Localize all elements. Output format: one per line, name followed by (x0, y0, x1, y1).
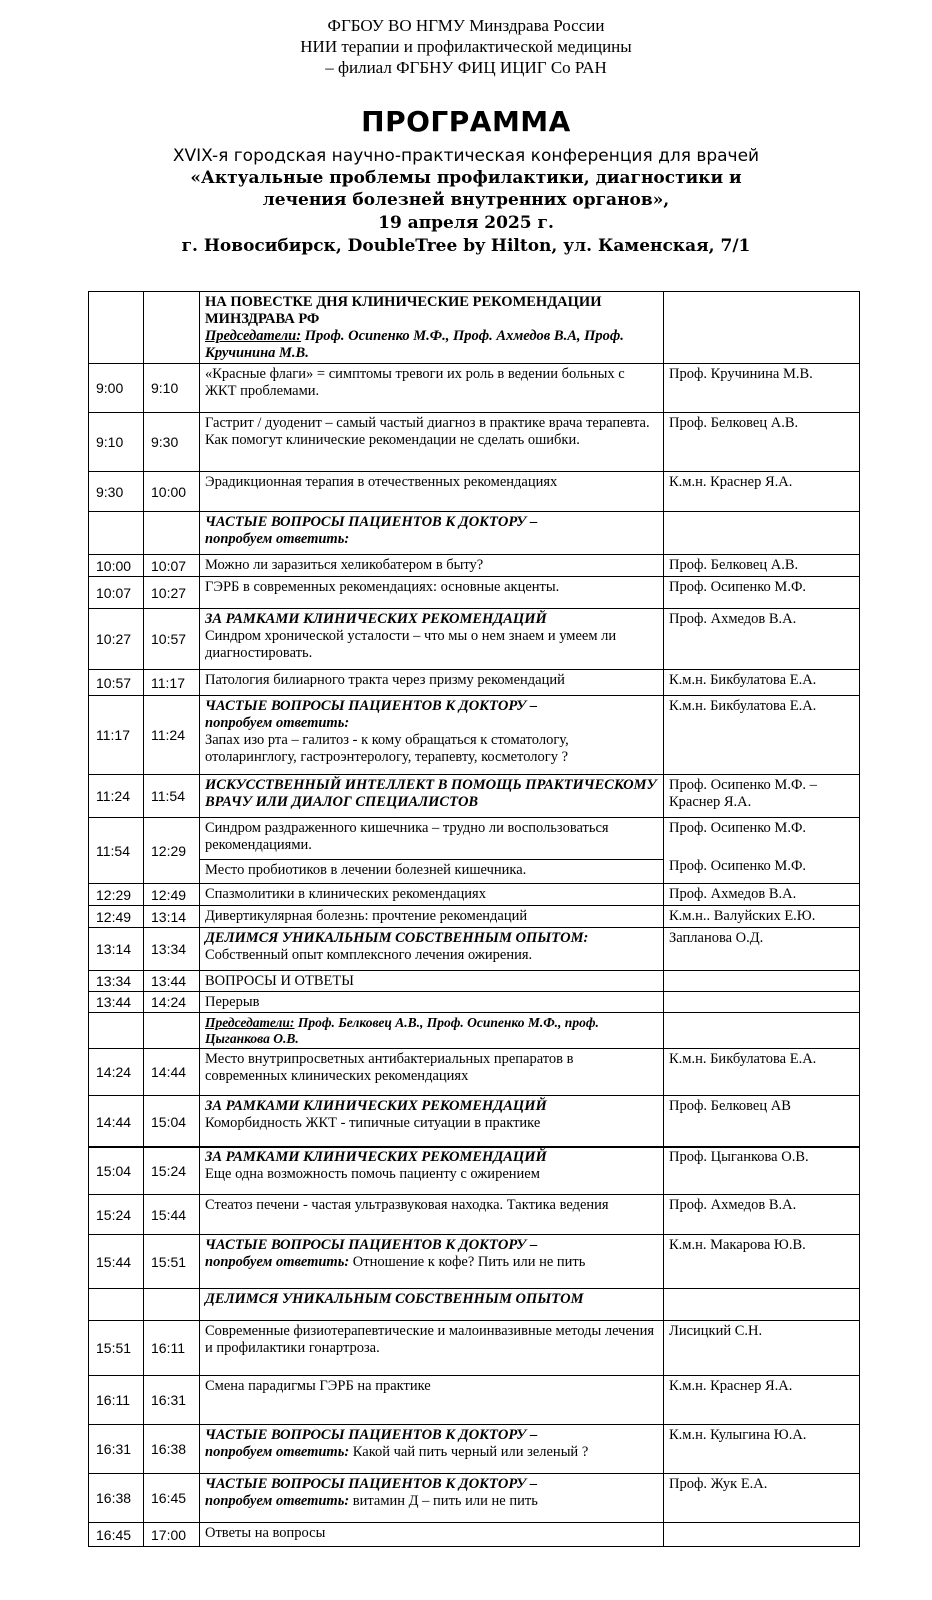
start-time: 16:38 (89, 1474, 144, 1523)
org-line-1: ФГБОУ ВО НГМУ Минздрава России (327, 16, 605, 35)
topic: ГЭРБ в современных рекомендациях: основные акценты. (200, 577, 664, 609)
conference-place: г. Новосибирск, DoubleTree by Hilton, ул. Каменская, 7/1 (181, 236, 751, 256)
section-header-cell (200, 292, 664, 364)
end-time: 16:45 (144, 1474, 200, 1523)
table-row (89, 609, 860, 670)
topic-heading: ЧАСТЫЕ ВОПРОСЫ ПАЦИЕНТОВ К ДОКТОРУ (205, 1427, 527, 1443)
speaker: К.м.н. Краснер Я.А. (664, 1376, 860, 1425)
table-row (89, 775, 860, 818)
speaker-cell (664, 971, 860, 992)
chairs-names: Проф. Осипенко М.Ф., Проф. Ахмедов В.А, Проф. Кручинина М.В. (205, 328, 624, 361)
start-time: 13:34 (89, 971, 144, 992)
table-row (89, 1195, 860, 1235)
end-time: 17:00 (144, 1523, 200, 1547)
topic-subheading: попробуем ответить: (205, 1493, 350, 1509)
end-time: 10:27 (144, 577, 200, 609)
topic-cell (200, 928, 664, 971)
table-row (89, 512, 860, 555)
speaker: Проф. Белковец АВ (664, 1096, 860, 1148)
topic: Эрадикционная терапия в отечественных рекомендациях (200, 472, 664, 512)
end-time: 9:30 (144, 413, 200, 472)
table-row (89, 1425, 860, 1474)
speaker: К.м.н. Кулыгина Ю.А. (664, 1425, 860, 1474)
topic: Патология билиарного тракта через призму рекомендаций (200, 670, 664, 696)
speaker: К.м.н. Бикбулатова Е.А. (664, 1049, 860, 1096)
topic-heading: ИСКУССТВЕННЫЙ ИНТЕЛЛЕКТ В ПОМОЩЬ ПРАКТИЧЕСКОМУ ВРАЧУ ИЛИ ДИАЛОГ СПЕЦИАЛИСТОВ (200, 775, 664, 818)
end-time: 15:44 (144, 1195, 200, 1235)
end-time: 10:57 (144, 609, 200, 670)
speaker: К.м.н. Макарова Ю.В. (664, 1235, 860, 1289)
end-time: 11:54 (144, 775, 200, 818)
topic-heading: ЧАСТЫЕ ВОПРОСЫ ПАЦИЕНТОВ К ДОКТОРУ – (205, 698, 538, 714)
table-row (89, 992, 860, 1013)
time-cell (89, 292, 144, 364)
chairs-names: Проф. Белковец А.В., Проф. Осипенко М.Ф., проф. Цыганкова О.В. (205, 1015, 599, 1046)
table-row (89, 364, 860, 413)
start-time: 10:00 (89, 555, 144, 577)
topic: Гастрит / дуоденит – самый частый диагноз в практике врача терапевта. Как помогут клинические рекомендации не сделать ошибки. (200, 413, 664, 472)
end-time: 11:17 (144, 670, 200, 696)
conference-theme-2: лечения болезней внутренних органов», (262, 190, 670, 210)
table-row (89, 1049, 860, 1096)
topic-subheading: попробуем ответить: (205, 715, 350, 731)
topic-heading: ЧАСТЫЕ ВОПРОСЫ ПАЦИЕНТОВ К ДОКТОРУ (205, 1237, 527, 1253)
topic: «Красные флаги» = симптомы тревоги их роль в ведении больных с ЖКТ проблемами. (200, 364, 664, 413)
start-time: 14:24 (89, 1049, 144, 1096)
faq-heading: ЧАСТЫЕ ВОПРОСЫ ПАЦИЕНТОВ К ДОКТОРУ (205, 514, 527, 530)
table-row (89, 577, 860, 609)
end-time: 16:31 (144, 1376, 200, 1425)
time-cell (89, 1289, 144, 1321)
start-time: 9:30 (89, 472, 144, 512)
chairs-label: Председатели: (205, 328, 302, 344)
start-time: 15:44 (89, 1235, 144, 1289)
speaker: Проф. Осипенко М.Ф. – Краснер Я.А. (664, 775, 860, 818)
chairs-cell (200, 1013, 664, 1049)
end-time: 11:24 (144, 696, 200, 775)
org-line-2: НИИ терапии и профилактической медицины (300, 37, 632, 56)
start-time: 11:24 (89, 775, 144, 818)
conference-theme-1: «Актуальные проблемы профилактики, диагностики и (190, 168, 742, 188)
speaker: Проф. Осипенко М.Ф. (669, 820, 807, 836)
speaker: Проф. Жук Е.А. (664, 1474, 860, 1523)
start-time: 11:54 (89, 818, 144, 884)
end-time: 9:10 (144, 364, 200, 413)
end-time: 15:04 (144, 1096, 200, 1148)
topic: витамин Д – пить или не пить (349, 1493, 538, 1509)
table-row (89, 696, 860, 775)
speaker: Запланова О.Д. (664, 928, 860, 971)
end-time: 12:29 (144, 818, 200, 884)
time-cell (144, 292, 200, 364)
speaker-cell (664, 1289, 860, 1321)
topic: Дивертикулярная болезнь: прочтение рекомендаций (200, 906, 664, 928)
table-row (89, 555, 860, 577)
start-time: 16:45 (89, 1523, 144, 1547)
table-row (89, 1013, 860, 1049)
page-title: ПРОГРАММА (361, 105, 571, 138)
topic: Можно ли заразиться хеликобатером в быту? (200, 555, 664, 577)
start-time: 14:44 (89, 1096, 144, 1148)
speaker: Лисицкий С.Н. (664, 1321, 860, 1376)
speaker: К.м.н. Бикбулатова Е.А. (664, 670, 860, 696)
start-time: 10:57 (89, 670, 144, 696)
speaker-cell (664, 1523, 860, 1547)
end-time: 14:44 (144, 1049, 200, 1096)
topic-cell (200, 1474, 664, 1523)
start-time: 12:49 (89, 906, 144, 928)
topic-cell (200, 1096, 664, 1148)
time-cell (144, 1013, 200, 1049)
conference-name: XVIX-я городская научно-практическая конференция для врачей (172, 146, 760, 166)
end-time: 16:11 (144, 1321, 200, 1376)
start-time: 13:44 (89, 992, 144, 1013)
table-row (89, 884, 860, 906)
topic-heading: ДЕЛИМСЯ УНИКАЛЬНЫМ СОБСТВЕННЫМ ОПЫТОМ: (205, 930, 589, 946)
table-row (89, 1147, 860, 1195)
topic-cell (200, 696, 664, 775)
topic: Место пробиотиков в лечении болезней кишечника. (200, 860, 664, 884)
topic: Перерыв (200, 992, 664, 1013)
topic: Смена парадигмы ГЭРБ на практике (200, 1376, 664, 1425)
program-table-2 (88, 1146, 860, 1547)
topic-subheading: попробуем ответить: (205, 1254, 350, 1270)
table-row (89, 906, 860, 928)
topic: Коморбидность ЖКТ - типичные ситуации в практике (205, 1115, 541, 1131)
table-row (89, 928, 860, 971)
end-time: 13:34 (144, 928, 200, 971)
table-row (89, 1523, 860, 1547)
time-cell (89, 1013, 144, 1049)
table-row (89, 1235, 860, 1289)
topic: Запах изо рта – галитоз - к кому обращаться к стоматологу, отоларинглогу, гастроэнтерологу, терапевту, косметологу ? (205, 732, 569, 765)
end-time: 12:49 (144, 884, 200, 906)
start-time: 16:11 (89, 1376, 144, 1425)
conference-date: 19 апреля 2025 г. (378, 213, 554, 233)
table-row (89, 1096, 860, 1148)
table-row (89, 971, 860, 992)
program-table-1 (88, 291, 860, 1148)
speaker: Проф. Белковец А.В. (664, 555, 860, 577)
speaker: Проф. Цыганкова О.В. (664, 1147, 860, 1195)
end-time: 10:00 (144, 472, 200, 512)
end-time: 16:38 (144, 1425, 200, 1474)
time-cell (89, 512, 144, 555)
speaker: Проф. Ахмедов В.А. (664, 609, 860, 670)
table-row (89, 818, 860, 860)
table-row (89, 413, 860, 472)
table-row (89, 1321, 860, 1376)
table-row (89, 472, 860, 512)
speaker: Проф. Осипенко М.Ф. (664, 577, 860, 609)
topic: Спазмолитики в клинических рекомендациях (200, 884, 664, 906)
table-row (89, 670, 860, 696)
topic-heading-dash: – (526, 1237, 538, 1253)
time-cell (144, 1289, 200, 1321)
end-time: 14:24 (144, 992, 200, 1013)
start-time: 12:29 (89, 884, 144, 906)
speaker: Проф. Кручинина М.В. (664, 364, 860, 413)
topic-subheading: попробуем ответить: (205, 1444, 350, 1460)
topic: Отношение к кофе? Пить или не пить (349, 1254, 586, 1270)
speaker-cell (664, 512, 860, 555)
section-title: НА ПОВЕСТКЕ ДНЯ КЛИНИЧЕСКИЕ РЕКОМЕНДАЦИИ МИНЗДРАВА РФ (205, 294, 602, 327)
speaker: Проф. Ахмедов В.А. (664, 884, 860, 906)
topic-heading: ЗА РАМКАМИ КЛИНИЧЕСКИХ РЕКОМЕНДАЦИЙ (205, 1149, 547, 1165)
topic: Еще одна возможность помочь пациенту с ожирением (205, 1166, 540, 1182)
start-time: 9:00 (89, 364, 144, 413)
start-time: 15:04 (89, 1147, 144, 1195)
start-time: 11:17 (89, 696, 144, 775)
chairs-label: Председатели: (205, 1015, 295, 1030)
topic-cell (200, 1235, 664, 1289)
topic-heading-dash: – (526, 1427, 538, 1443)
end-time: 10:07 (144, 555, 200, 577)
speaker-cell (664, 1013, 860, 1049)
start-time: 10:07 (89, 577, 144, 609)
end-time: 15:51 (144, 1235, 200, 1289)
end-time: 15:24 (144, 1147, 200, 1195)
faq-dash: – (526, 514, 538, 530)
topic-cell (200, 1147, 664, 1195)
speaker-cell (664, 818, 860, 884)
start-time: 13:14 (89, 928, 144, 971)
speaker-cell (664, 992, 860, 1013)
end-time: 13:14 (144, 906, 200, 928)
table-row (89, 1289, 860, 1321)
topic: Место внутрипросветных антибактериальных препаратов в современных клинических рекомендациях (200, 1049, 664, 1096)
speaker: К.м.н. Бикбулатова Е.А. (664, 696, 860, 775)
topic-heading: ЗА РАМКАМИ КЛИНИЧЕСКИХ РЕКОМЕНДАЦИЙ (205, 1098, 547, 1114)
start-time: 10:27 (89, 609, 144, 670)
topic: Ответы на вопросы (200, 1523, 664, 1547)
topic: Синдром хронической усталости – что мы о нем знаем и умеем ли диагностировать. (205, 628, 617, 661)
end-time: 13:44 (144, 971, 200, 992)
speaker: Проф. Осипенко М.Ф. (669, 858, 807, 874)
faq-subheading: попробуем ответить: (205, 531, 350, 547)
speaker: Проф. Ахмедов В.А. (664, 1195, 860, 1235)
table-row (89, 292, 860, 364)
topic-heading: ЧАСТЫЕ ВОПРОСЫ ПАЦИЕНТОВ К ДОКТОРУ – (205, 1476, 538, 1492)
org-line-3: – филиал ФГБНУ ФИЦ ИЦИГ Со РАН (325, 58, 607, 77)
speaker: Проф. Белковец А.В. (664, 413, 860, 472)
topic-cell (200, 1425, 664, 1474)
table-row (89, 1474, 860, 1523)
topic-cell (200, 609, 664, 670)
speaker: К.м.н.. Валуйских Е.Ю. (664, 906, 860, 928)
topic: Стеатоз печени - частая ультразвуковая находка. Тактика ведения (200, 1195, 664, 1235)
table-row (89, 1376, 860, 1425)
speaker-cell (664, 292, 860, 364)
topic: ВОПРОСЫ И ОТВЕТЫ (200, 971, 664, 992)
time-cell (144, 512, 200, 555)
start-time: 16:31 (89, 1425, 144, 1474)
topic-heading: ЗА РАМКАМИ КЛИНИЧЕСКИХ РЕКОМЕНДАЦИЙ (205, 611, 547, 627)
section-heading (200, 512, 664, 555)
start-time: 15:24 (89, 1195, 144, 1235)
topic: Собственный опыт комплексного лечения ожирения. (205, 947, 533, 963)
topic: Какой чай пить черный или зеленый ? (349, 1444, 589, 1460)
start-time: 15:51 (89, 1321, 144, 1376)
speaker: К.м.н. Краснер Я.А. (664, 472, 860, 512)
topic: Синдром раздраженного кишечника – трудно ли воспользоваться рекомендациями. (200, 818, 664, 860)
topic-heading: ДЕЛИМСЯ УНИКАЛЬНЫМ СОБСТВЕННЫМ ОПЫТОМ (200, 1289, 664, 1321)
topic: Современные физиотерапевтические и малоинвазивные методы лечения и профилактики гонартроза. (200, 1321, 664, 1376)
start-time: 9:10 (89, 413, 144, 472)
